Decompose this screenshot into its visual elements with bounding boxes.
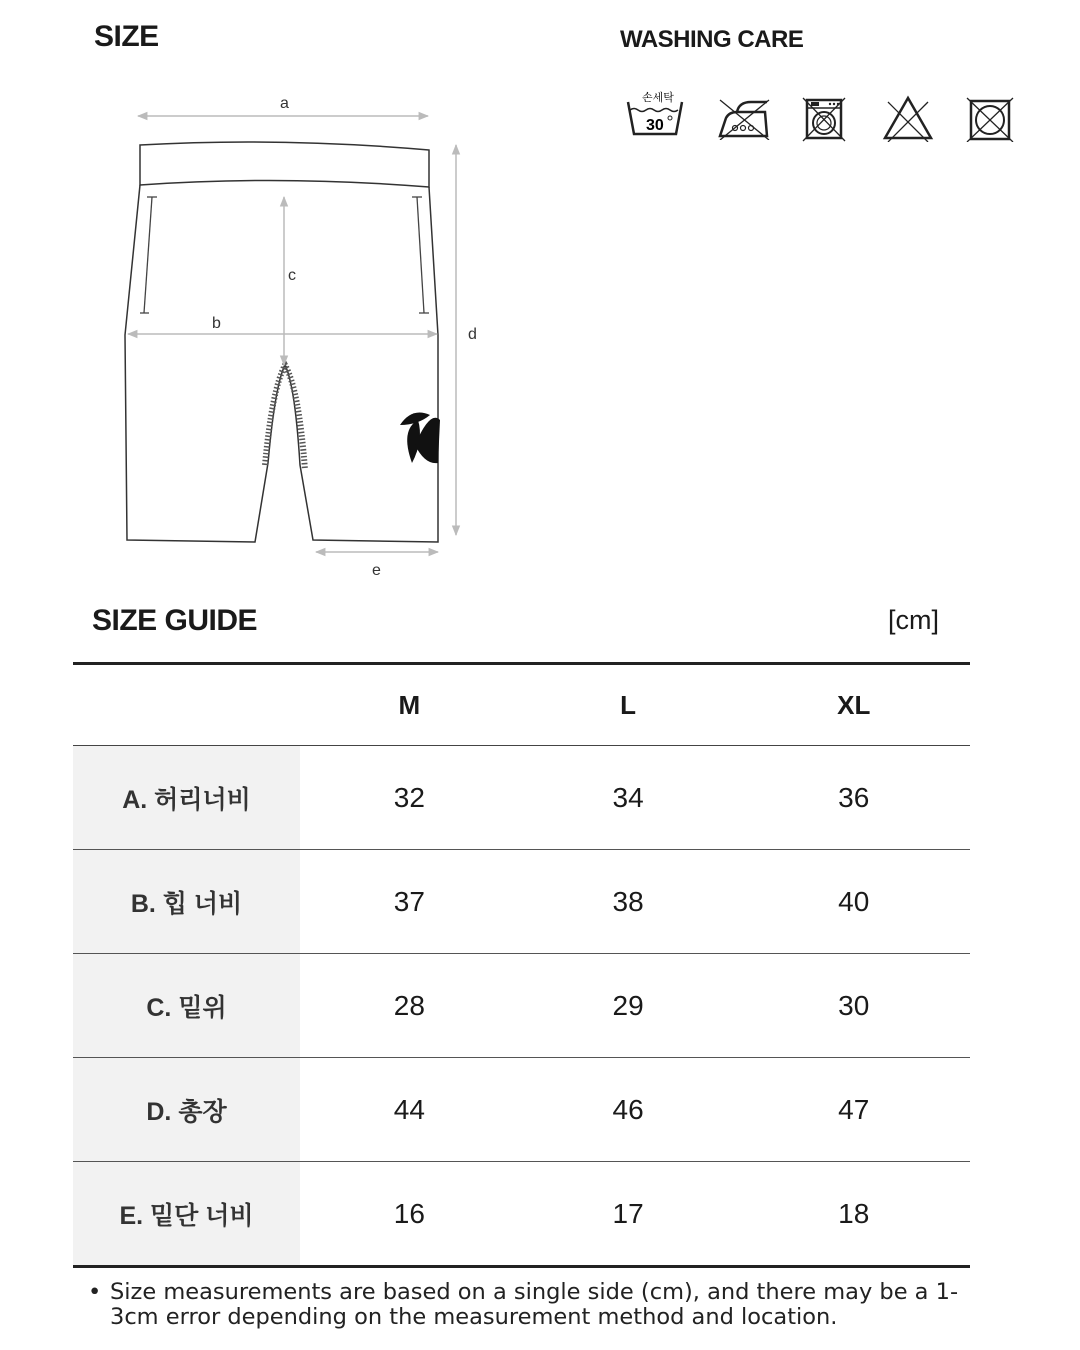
measurement-note (88, 1280, 968, 1330)
do-not-dry-icon (966, 88, 1014, 142)
cell-value: 46 (519, 1058, 738, 1162)
hand-wash-30-icon (622, 88, 686, 140)
unit-label: [cm] (888, 605, 939, 635)
table-row (73, 954, 970, 1058)
hand-wash-temp: 30 (646, 117, 664, 134)
hand-wash-label: 손세탁 (642, 91, 674, 104)
row-label: E. 밑단 너비 (73, 1162, 300, 1267)
size-title: SIZE (94, 20, 159, 53)
bullet-icon: • (88, 1279, 102, 1305)
header-size-m: M (300, 664, 519, 746)
do-not-tumble-dry-icon (802, 88, 846, 142)
label-c: c (288, 267, 296, 284)
row-label: A. 허리너비 (73, 746, 300, 850)
cell-value: 38 (519, 850, 738, 954)
row-label: D. 총장 (73, 1058, 300, 1162)
table-row (73, 850, 970, 954)
cell-value: 44 (300, 1058, 519, 1162)
header-size-l: L (519, 664, 738, 746)
cell-value: 30 (738, 954, 971, 1058)
table-header-row (73, 664, 970, 746)
label-e: e (372, 562, 381, 579)
care-icons (622, 88, 1022, 148)
do-not-bleach-icon (882, 88, 934, 142)
table-row (73, 1058, 970, 1162)
cell-value: 36 (738, 746, 971, 850)
washing-care-title: WASHING CARE (620, 26, 804, 53)
cell-value: 18 (738, 1162, 971, 1267)
header-size-xl: XL (738, 664, 971, 746)
palm-logo-icon (400, 413, 440, 464)
cell-value: 47 (738, 1058, 971, 1162)
header-blank (73, 664, 300, 746)
label-a: a (280, 95, 289, 112)
cell-value: 34 (519, 746, 738, 850)
size-table (73, 662, 970, 1268)
table-row (73, 746, 970, 850)
label-d: d (468, 326, 477, 343)
waistband-outline (140, 142, 429, 187)
row-label: C. 밑위 (73, 954, 300, 1058)
cell-value: 37 (300, 850, 519, 954)
cell-value: 28 (300, 954, 519, 1058)
cell-value: 32 (300, 746, 519, 850)
table-row (73, 1162, 970, 1267)
cell-value: 17 (519, 1162, 738, 1267)
shorts-outline (125, 185, 438, 542)
cell-value: 29 (519, 954, 738, 1058)
cell-value: 40 (738, 850, 971, 954)
cell-value: 16 (300, 1162, 519, 1267)
note-text: Size measurements are based on a single side (cm), and there may be a 1-3cm error depending on the measurement method and location. (110, 1279, 959, 1330)
shorts-diagram (100, 85, 500, 585)
size-guide-title: SIZE GUIDE (92, 604, 258, 637)
do-not-iron-icon (717, 88, 771, 140)
label-b: b (212, 315, 221, 332)
row-label: B. 힙 너비 (73, 850, 300, 954)
